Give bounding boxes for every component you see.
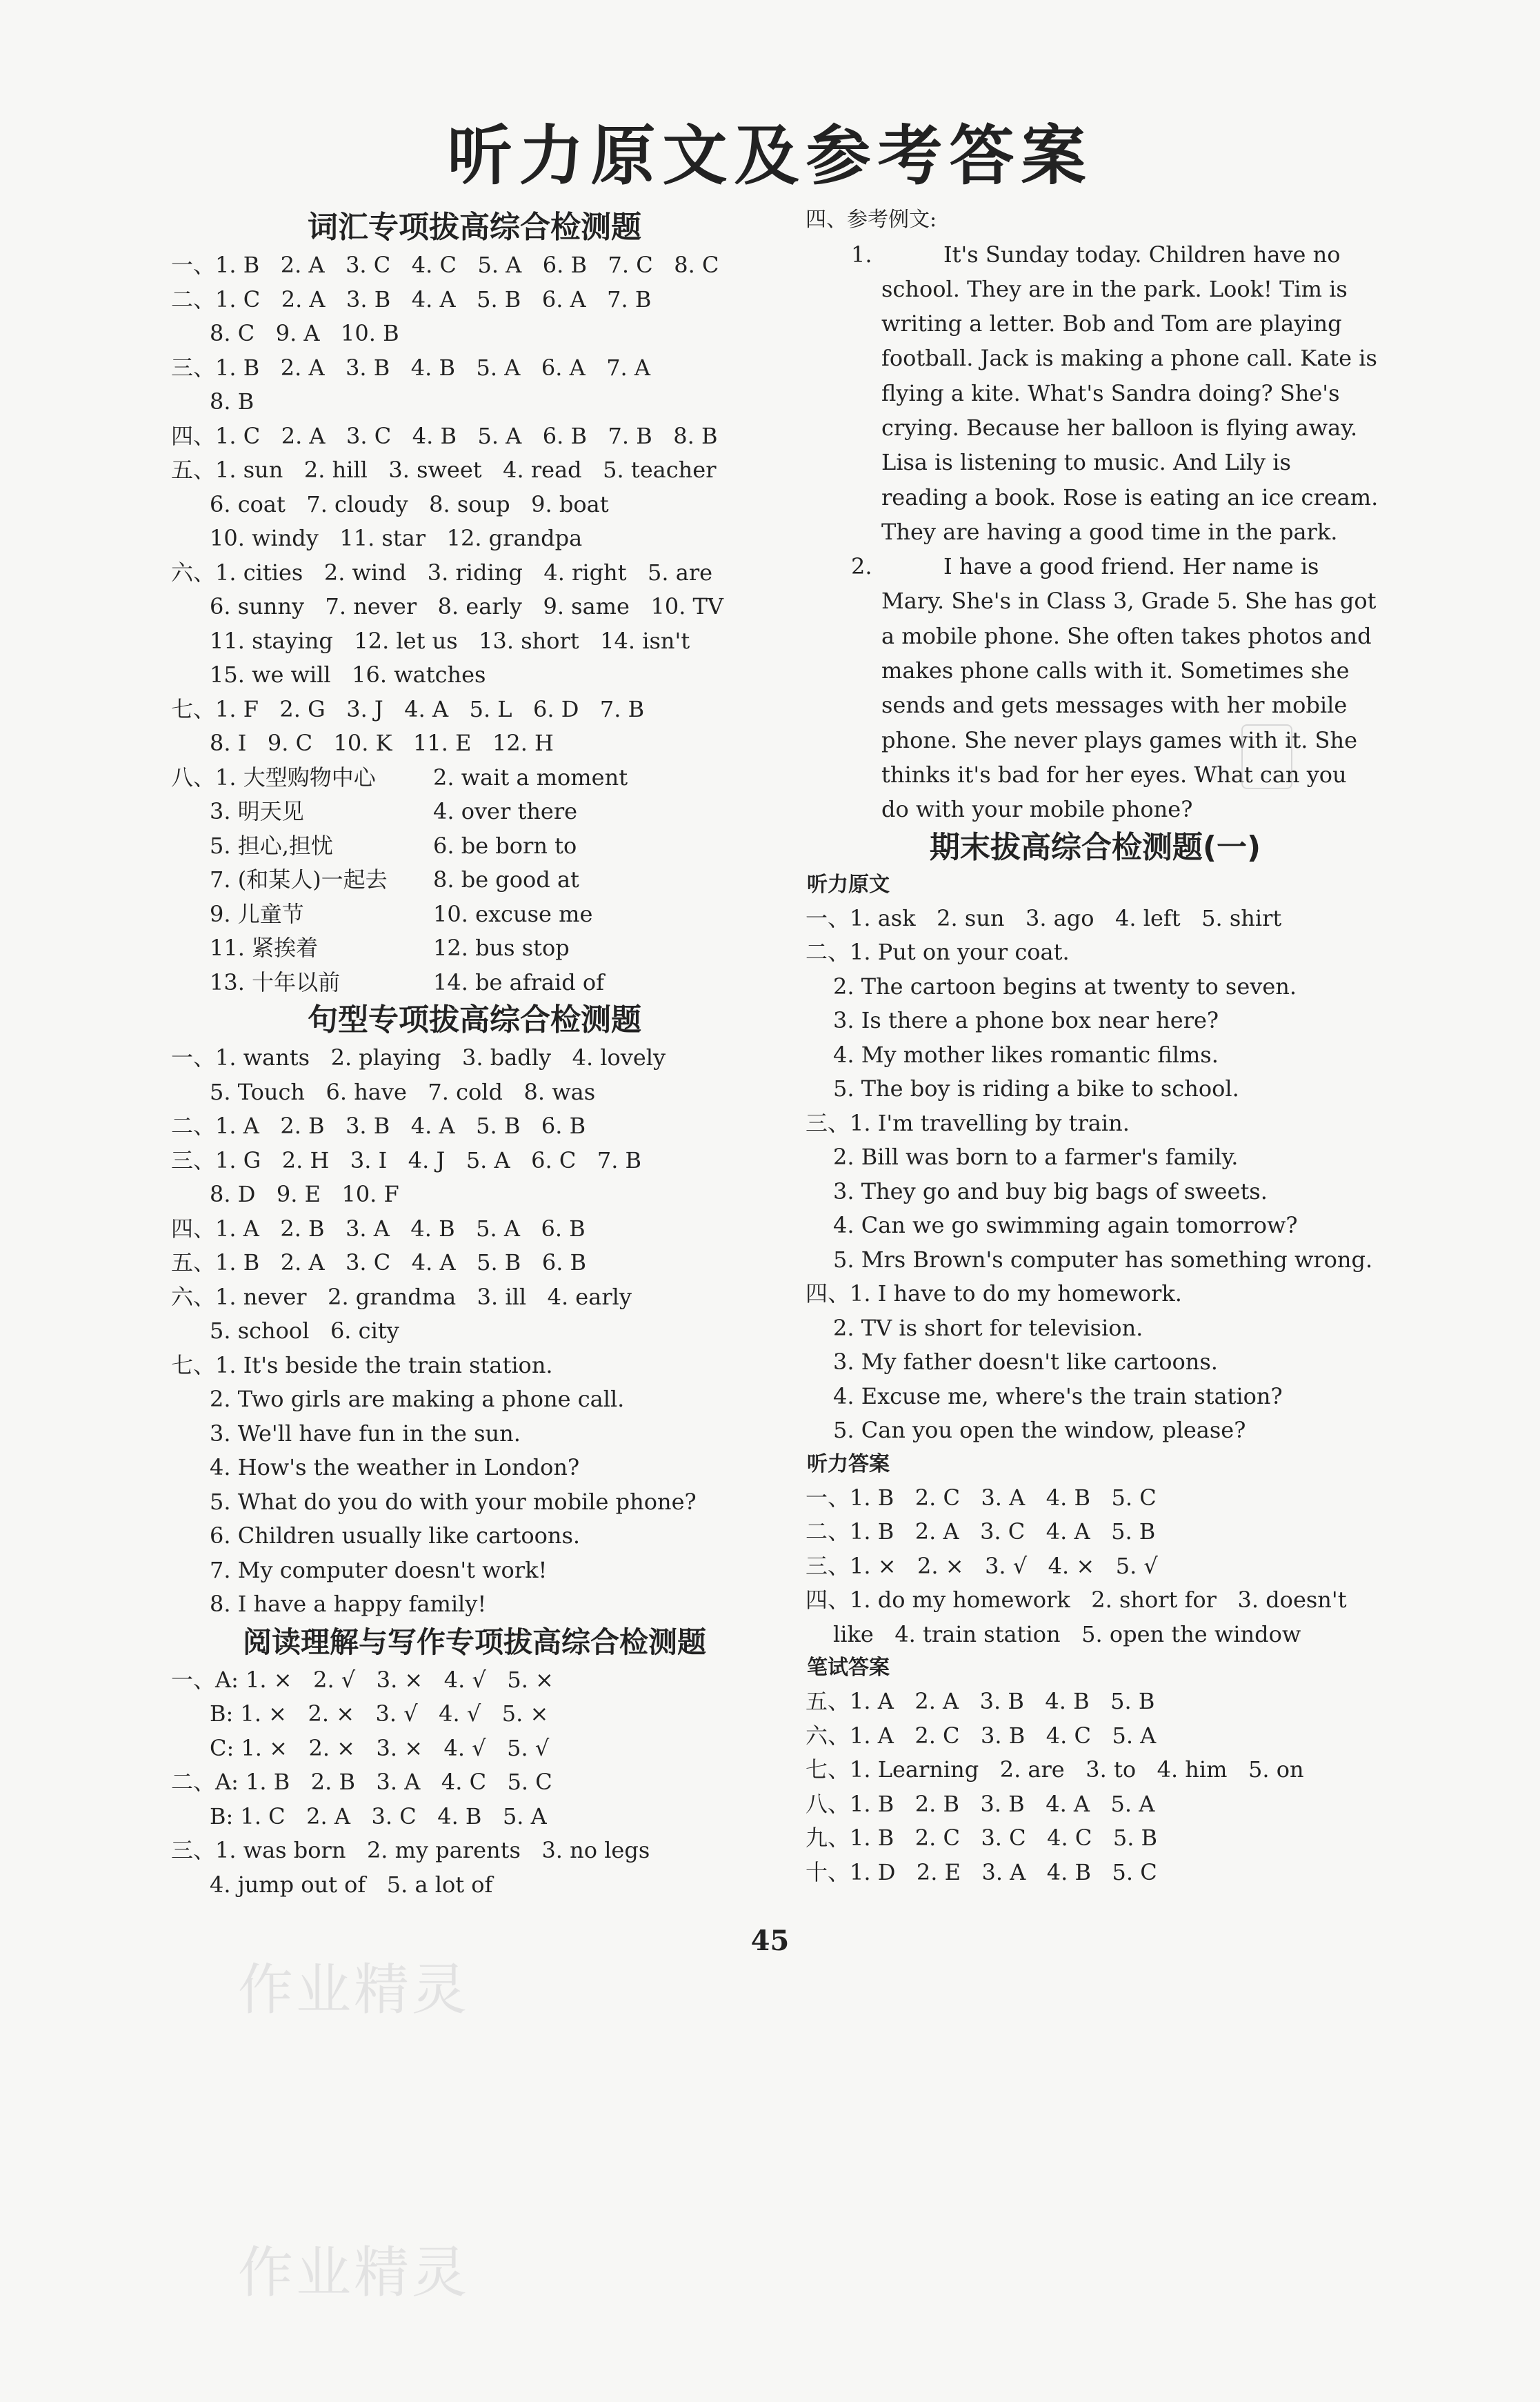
sentence-pattern-answers xyxy=(171,1041,778,1622)
answer-line: 5. Mrs Brown's computer has something wrong. xyxy=(833,1246,1373,1273)
answer-line: 2. TV is short for television. xyxy=(833,1314,1143,1341)
answer-pair xyxy=(171,966,778,1000)
answer-line: 九、1. B 2. C 3. C 4. C 5. B xyxy=(806,1825,1158,1852)
answer-line: 二、1. C 2. A 3. B 4. A 5. B 6. A 7. B xyxy=(171,286,652,312)
answer-line: 4. jump out of 5. a lot of xyxy=(210,1871,493,1898)
answer-pair-left: 9. 儿童节 xyxy=(210,900,304,927)
listening-answers xyxy=(806,1481,1385,1652)
stamp-logo xyxy=(1241,724,1292,789)
answer-line: 3. Is there a phone box near here? xyxy=(833,1007,1219,1034)
answer-line: 5. What do you do with your mobile phone? xyxy=(210,1488,697,1515)
answer-pair-left: 7. (和某人)一起去 xyxy=(210,866,388,893)
answer-pair-left: 11. 紧挨着 xyxy=(210,935,319,961)
essay-line: flying a kite. What's Sandra doing? She's xyxy=(881,379,1340,406)
answer-pair xyxy=(171,897,778,932)
section-heading-final-exam: 期末拔高综合检测题(一) xyxy=(929,829,1261,865)
page-title: 听力原文及参考答案 xyxy=(447,119,1093,194)
essay-line: thinks it's bad for her eyes. What can you xyxy=(881,761,1347,788)
answer-line: 2. The cartoon begins at twenty to seven. xyxy=(833,973,1297,1000)
essay-line: phone. She never plays games with it. She xyxy=(881,726,1357,753)
answer-line: 六、1. never 2. grandma 3. ill 4. early xyxy=(171,1283,632,1310)
answer-line: 5. school 6. city xyxy=(210,1318,399,1344)
answer-line: C: 1. × 2. × 3. × 4. √ 5. √ xyxy=(210,1734,550,1761)
subheading-written-answers: 笔试答案 xyxy=(807,1656,890,1680)
answer-line: 一、1. ask 2. sun 3. ago 4. left 5. shirt xyxy=(806,904,1282,931)
answer-line: 六、1. cities 2. wind 3. riding 4. right 5. are xyxy=(171,559,713,586)
essay-number: 2. xyxy=(851,553,872,580)
answer-line: 七、1. It's beside the train station. xyxy=(171,1351,553,1378)
answer-pair xyxy=(171,863,778,897)
sample-essay-1 xyxy=(806,237,1385,550)
answer-pair-left: 13. 十年以前 xyxy=(210,969,341,995)
essay-line: makes phone calls with it. Sometimes she xyxy=(881,657,1350,684)
essay-line: I have a good friend. Her name is xyxy=(943,553,1319,580)
section-heading-reading-writing: 阅读理解与写作专项拔高综合检测题 xyxy=(242,1625,706,1659)
left-column xyxy=(171,207,778,1902)
answer-line: 一、1. B 2. A 3. C 4. C 5. A 6. B 7. C 8. C xyxy=(171,252,719,278)
answer-line: 三、1. B 2. A 3. B 4. B 5. A 6. A 7. A xyxy=(171,354,651,381)
answer-line: 二、A: 1. B 2. B 3. A 4. C 5. C xyxy=(171,1769,552,1795)
essay-number: 1. xyxy=(851,241,872,268)
answer-line: 5. Can you open the window, please? xyxy=(833,1417,1246,1444)
subheading-listening-script: 听力原文 xyxy=(807,872,890,897)
answer-line: 七、1. Learning 2. are 3. to 4. him 5. on xyxy=(806,1756,1304,1783)
essay-line: school. They are in the park. Look! Tim is xyxy=(881,275,1348,302)
sample-essay-label: 四、参考例文: xyxy=(806,208,937,232)
essay-line: crying. Because her balloon is flying away. xyxy=(881,414,1358,441)
watermark: 作业精灵 xyxy=(238,2241,470,2305)
answer-line: 6. coat 7. cloudy 8. soup 9. boat xyxy=(210,490,609,517)
essay-line: They are having a good time in the park. xyxy=(881,518,1338,545)
written-answers xyxy=(806,1685,1385,1889)
listening-script xyxy=(806,902,1385,1448)
answer-pair xyxy=(171,795,778,829)
answer-line: 六、1. A 2. C 3. B 4. C 5. A xyxy=(806,1722,1157,1749)
answer-line: 15. we will 16. watches xyxy=(210,662,486,688)
answer-line: 四、1. I have to do my homework. xyxy=(806,1280,1182,1307)
answer-pair-right: 14. be afraid of xyxy=(433,969,604,995)
answer-line: 8. I have a happy family! xyxy=(210,1591,487,1617)
answer-pair-right: 12. bus stop xyxy=(433,935,570,961)
answer-line: 11. staying 12. let us 13. short 14. isn't xyxy=(210,627,690,654)
answer-line: 3. They go and buy big bags of sweets. xyxy=(833,1178,1268,1204)
answer-line: like 4. train station 5. open the window xyxy=(833,1620,1301,1647)
answer-line: 三、1. G 2. H 3. I 4. J 5. A 6. C 7. B xyxy=(171,1147,642,1173)
answer-line: B: 1. × 2. × 3. √ 4. √ 5. × xyxy=(210,1700,549,1727)
essay-line: sends and gets messages with her mobile xyxy=(881,692,1348,719)
answer-line: 四、1. do my homework 2. short for 3. doesn't xyxy=(806,1587,1347,1614)
answer-line: 3. My father doesn't like cartoons. xyxy=(833,1349,1218,1376)
answer-line: 七、1. F 2. G 3. J 4. A 5. L 6. D 7. B xyxy=(171,695,645,722)
answer-line: 4. How's the weather in London? xyxy=(210,1454,580,1480)
essay-line: It's Sunday today. Children have no xyxy=(943,241,1341,268)
sample-essay-2 xyxy=(806,549,1385,826)
answer-line: 6. Children usually like cartoons. xyxy=(210,1522,581,1549)
answer-line: 二、1. B 2. A 3. C 4. A 5. B xyxy=(806,1518,1156,1545)
answer-line: 三、1. was born 2. my parents 3. no legs xyxy=(171,1837,650,1863)
essay-line: reading a book. Rose is eating an ice cream. xyxy=(881,484,1379,510)
answer-line: 5. The boy is riding a bike to school. xyxy=(833,1075,1239,1102)
answer-line: 五、1. sun 2. hill 3. sweet 4. read 5. teacher xyxy=(171,457,717,483)
watermark: 作业精灵 xyxy=(238,1958,470,2022)
answer-line: 十、1. D 2. E 3. A 4. B 5. C xyxy=(806,1858,1157,1885)
right-column xyxy=(806,203,1385,1889)
vocabulary-answers xyxy=(171,248,778,1000)
answer-pair xyxy=(171,761,778,795)
answer-line: 8. C 9. A 10. B xyxy=(210,320,399,346)
answer-line: 三、1. × 2. × 3. √ 4. × 5. √ xyxy=(806,1552,1158,1579)
subheading-listening-answers: 听力答案 xyxy=(807,1451,890,1476)
answer-line: 二、1. A 2. B 3. B 4. A 5. B 6. B xyxy=(171,1113,586,1139)
answer-line: B: 1. C 2. A 3. C 4. B 5. A xyxy=(210,1803,547,1829)
answer-pair-right: 8. be good at xyxy=(433,866,579,893)
answer-line: 一、1. wants 2. playing 3. badly 4. lovely xyxy=(171,1044,666,1071)
answer-line: 五、1. B 2. A 3. C 4. A 5. B 6. B xyxy=(171,1249,587,1276)
answer-line: 2. Two girls are making a phone call. xyxy=(210,1386,625,1412)
reading-writing-answers xyxy=(171,1663,778,1903)
answer-line: 4. Can we go swimming again tomorrow? xyxy=(833,1212,1298,1239)
answer-line: 5. Touch 6. have 7. cold 8. was xyxy=(210,1078,596,1105)
answer-line: 三、1. I'm travelling by train. xyxy=(806,1109,1130,1136)
answer-pair xyxy=(171,931,778,966)
answer-line: 二、1. Put on your coat. xyxy=(806,939,1070,966)
answer-line: 3. We'll have fun in the sun. xyxy=(210,1420,521,1447)
answer-line: 2. Bill was born to a farmer's family. xyxy=(833,1144,1239,1171)
essay-line: do with your mobile phone? xyxy=(881,796,1193,823)
answer-line: 4. Excuse me, where's the train station? xyxy=(833,1382,1283,1409)
essay-line: writing a letter. Bob and Tom are playing xyxy=(881,310,1342,337)
answer-line: 一、1. B 2. C 3. A 4. B 5. C xyxy=(806,1484,1157,1511)
answer-pair-left: 八、1. 大型购物中心 xyxy=(171,764,376,791)
answer-line: 八、1. B 2. B 3. B 4. A 5. A xyxy=(806,1790,1155,1817)
answer-line: 四、1. C 2. A 3. C 4. B 5. A 6. B 7. B 8. B xyxy=(171,422,718,449)
answer-line: 4. My mother likes romantic films. xyxy=(833,1041,1219,1068)
essay-line: a mobile phone. She often takes photos and xyxy=(881,622,1372,649)
answer-pair-right: 4. over there xyxy=(433,798,578,824)
section-heading-vocabulary: 词汇专项拔高综合检测题 xyxy=(308,210,641,245)
answer-pair xyxy=(171,829,778,864)
answer-pair-right: 10. excuse me xyxy=(433,900,593,927)
essay-line: Mary. She's in Class 3, Grade 5. She has got xyxy=(881,588,1377,615)
answer-line: 四、1. A 2. B 3. A 4. B 5. A 6. B xyxy=(171,1215,586,1242)
answer-line: 7. My computer doesn't work! xyxy=(210,1556,548,1583)
answer-line: 10. windy 11. star 12. grandpa xyxy=(210,525,583,551)
answer-pair-right: 6. be born to xyxy=(433,832,577,859)
answer-pair-right: 2. wait a moment xyxy=(433,764,628,791)
essay-line: Lisa is listening to music. And Lily is xyxy=(881,449,1291,476)
answer-line: 一、A: 1. × 2. √ 3. × 4. √ 5. × xyxy=(171,1666,554,1693)
page-number: 45 xyxy=(750,1925,790,1957)
answer-line: 8. B xyxy=(210,388,254,415)
section-heading-sentence-patterns: 句型专项拔高综合检测题 xyxy=(308,1002,641,1038)
essay-line: football. Jack is making a phone call. Kate is xyxy=(881,345,1377,372)
answer-line: 8. D 9. E 10. F xyxy=(210,1181,399,1207)
answer-pair-left: 5. 担心,担忧 xyxy=(210,832,333,859)
answer-pair-left: 3. 明天见 xyxy=(210,798,304,824)
answer-line: 8. I 9. C 10. K 11. E 12. H xyxy=(210,730,554,756)
answer-line: 6. sunny 7. never 8. early 9. same 10. TV xyxy=(210,593,723,619)
answer-line: 五、1. A 2. A 3. B 4. B 5. B xyxy=(806,1688,1155,1715)
